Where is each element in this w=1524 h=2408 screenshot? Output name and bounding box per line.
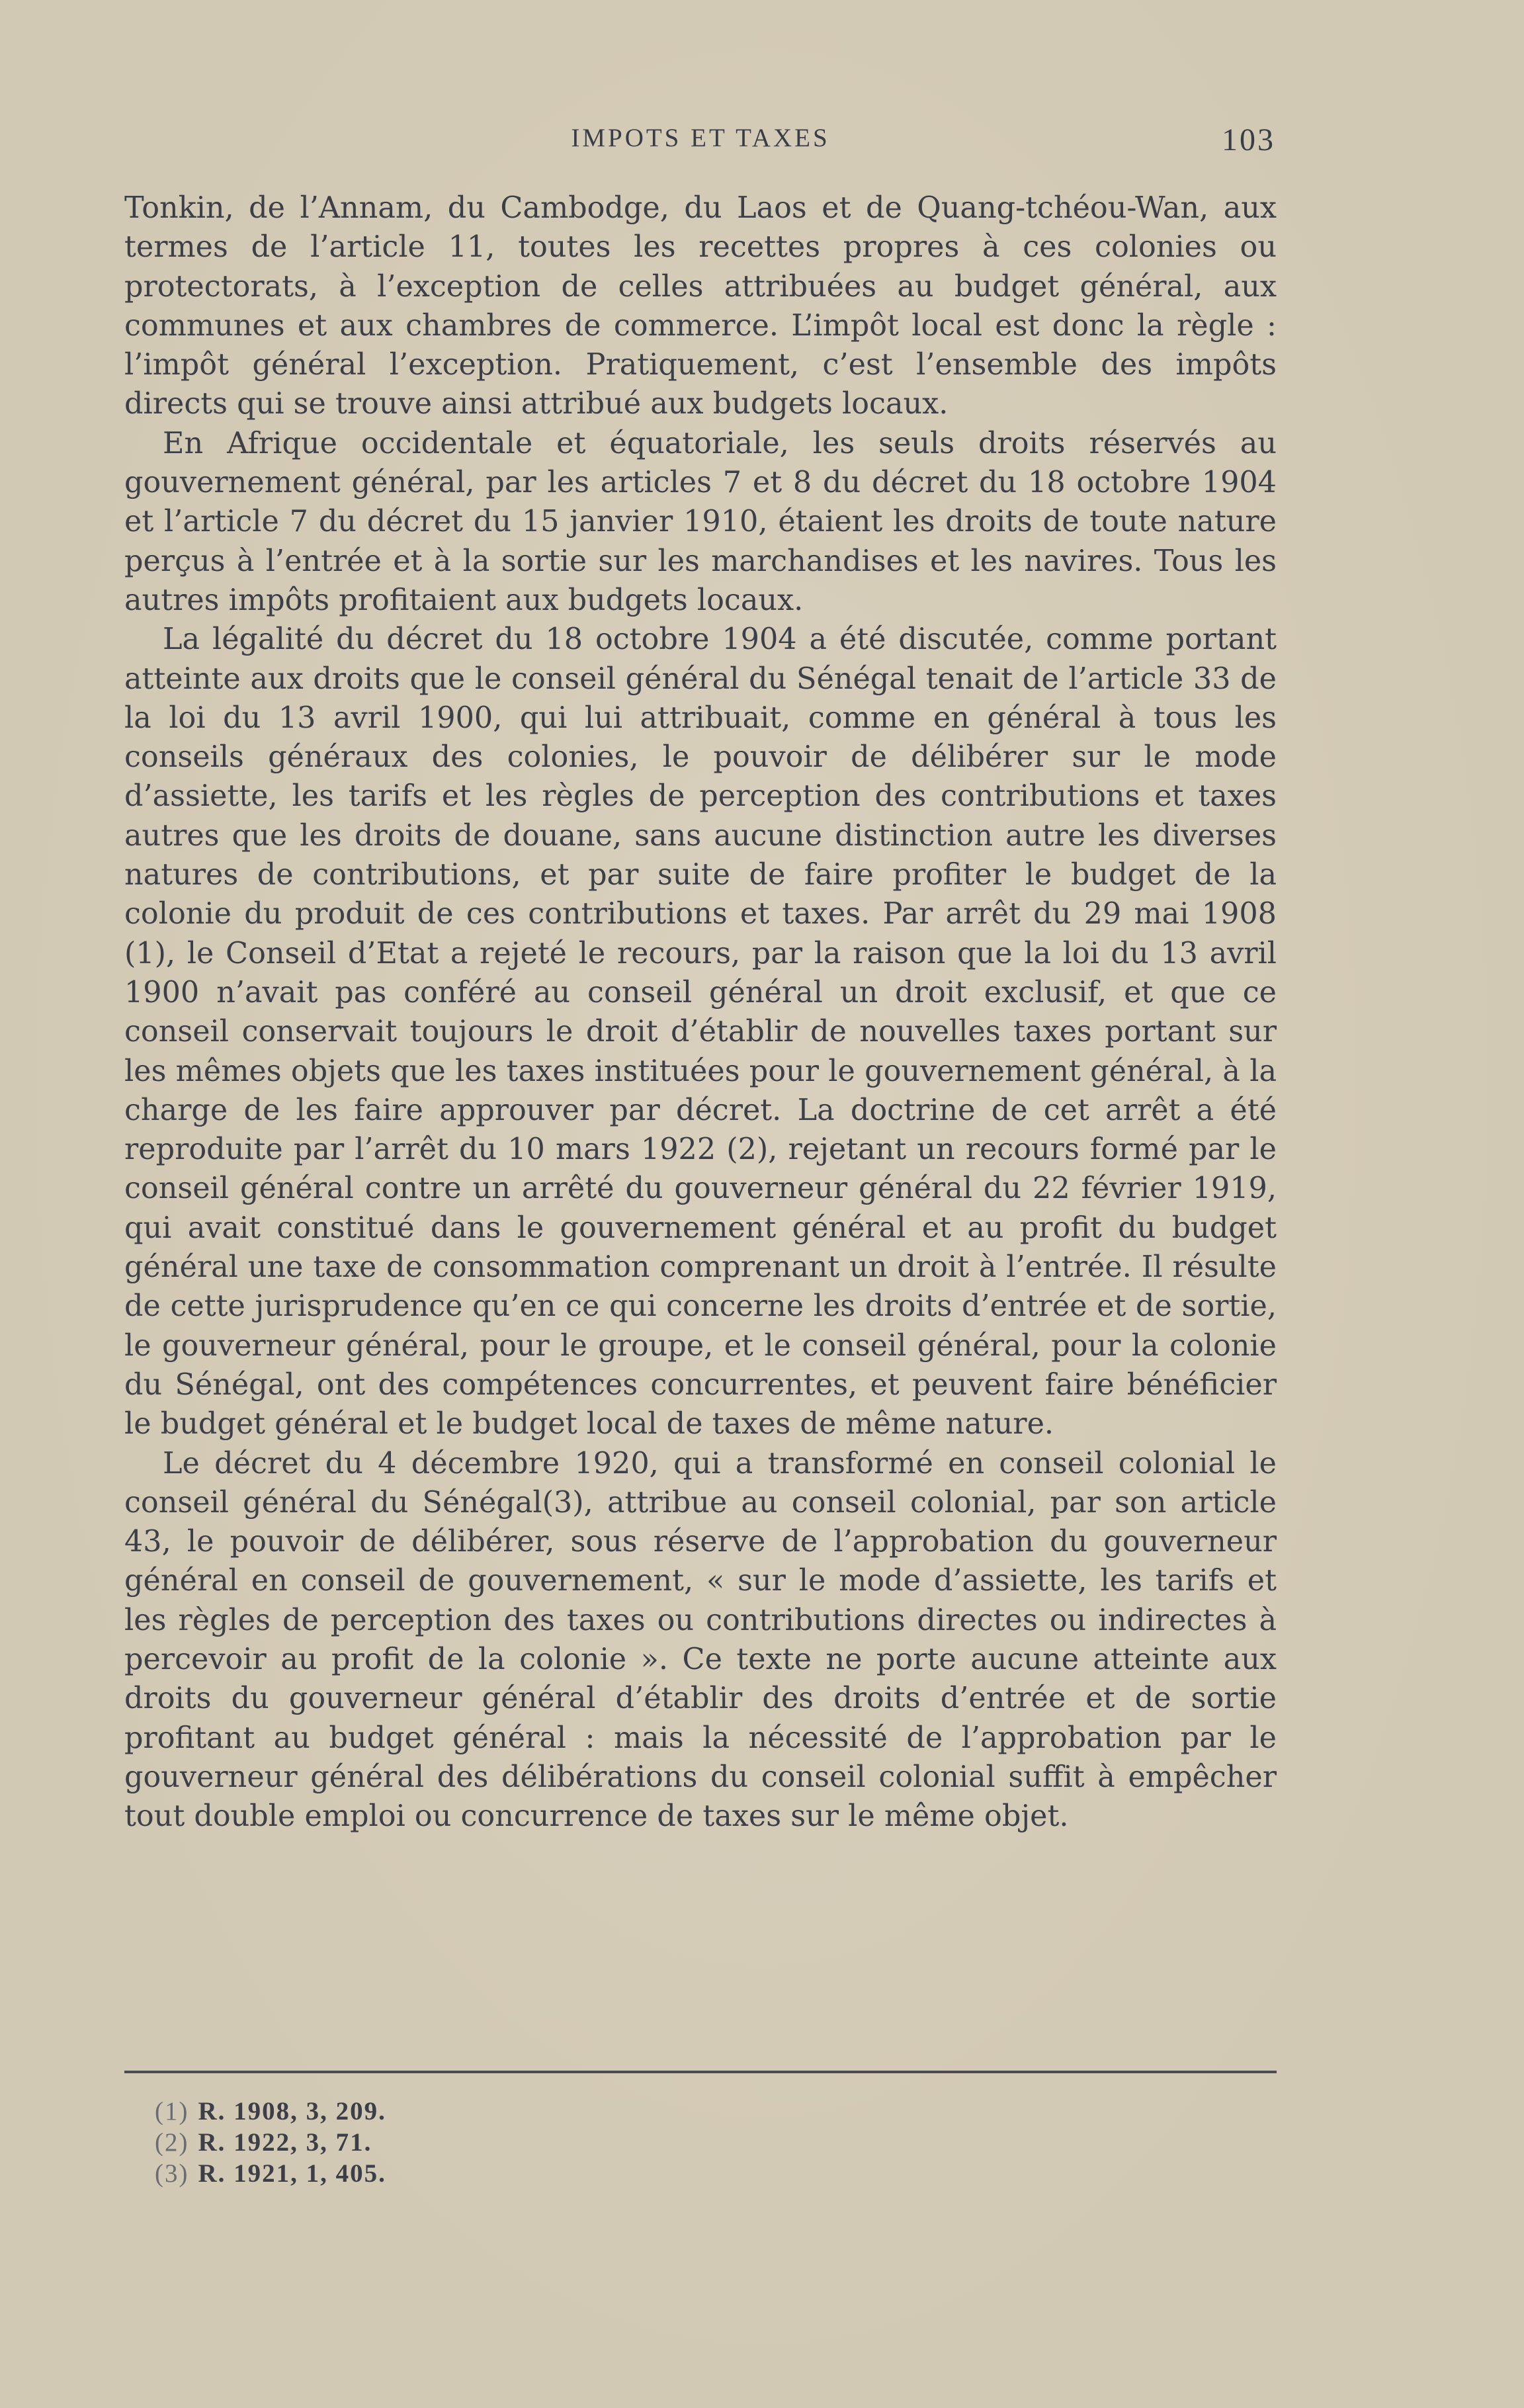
paragraph: Le décret du 4 décembre 1920, qui a transformé en conseil colonial le conseil général du Sénégal(3), attribue au conseil colonial, par son article 43, le pouvoir de délibérer, sous réserve de l’approbation du gouverneur général en conseil de gouvernement, « sur le mode d’assiette, les tarifs et les règles de perception des taxes ou contributions directes ou indirectes à percevoir au profit de la colonie ». Ce texte ne porte aucune atteinte aux droits du gouverneur général d’établir des droits d’entrée et de sortie profitant au budget général : mais la nécessité de l’approbation par le gouverneur général des délibérations du conseil colonial suffit à empêcher tout double emploi ou concurrence de taxes sur le même objet. — [124, 1446, 1277, 1834]
footnote — [155, 2096, 750, 2127]
running-title: IMPOTS ET TAXES — [571, 124, 830, 152]
paragraph: Tonkin, de l’Annam, du Cambodge, du Laos et de Quang-tchéou-Wan, aux termes de l’article 11, toutes les recettes propres à ces colonies ou protectorats, à l’exception de celles attribuées au budget général, aux communes et aux chambres de commerce. L’impôt local est donc la règle : l’impôt général l’exception. Pratiquement, c’est l’ensemble des impôts directs qui se trouve ainsi attribué aux budgets locaux. — [124, 191, 1277, 421]
footnotes — [155, 2096, 750, 2189]
footnote-number: (2) — [155, 2128, 189, 2157]
footnote-reference: R. 1922, 3, 71. — [198, 2128, 372, 2157]
footnote-number: (3) — [155, 2159, 189, 2188]
paragraph: En Afrique occidentale et équatoriale, les seuls droits réservés au gouvernement général, par les articles 7 et 8 du décret du 18 octobre 1904 et l’article 7 du décret du 15 janvier 1910, étaient les droits de toute nature perçus à l’entrée et à la sortie sur les marchandises et les navires. Tous les autres impôts profitaient aux budgets locaux. — [124, 426, 1277, 617]
body-text — [124, 189, 1277, 1836]
footnote-number: (1) — [155, 2097, 189, 2126]
footnote-reference: R. 1908, 3, 209. — [198, 2097, 386, 2126]
page-header — [124, 116, 1277, 163]
footnote — [155, 2158, 750, 2189]
footnote — [155, 2127, 750, 2158]
footnote-reference: R. 1921, 1, 405. — [198, 2159, 386, 2188]
page-number: 103 — [1222, 122, 1275, 157]
footnote-separator — [124, 2071, 1277, 2073]
paragraph: La légalité du décret du 18 octobre 1904 a été discutée, comme portant atteinte aux droits que le conseil général du Sénégal tenait de l’article 33 de la loi du 13 avril 1900, qui lui attribuait, comme en général à tous les conseils généraux des colonies, le pouvoir de délibérer sur le mode d’assiette, les tarifs et les règles de perception des contributions et taxes autres que les droits de douane, sans aucune distinction autre les diverses natures de contributions, et par suite de faire profiter le budget de la colonie du produit de ces contributions et taxes. Par arrêt du 29 mai 1908 (1), le Conseil d’Etat a rejeté le recours, par la raison que la loi du 13 avril 1900 n’avait pas conféré au conseil général un droit exclusif, et que ce conseil conservait toujours le droit d’établir de nouvelles taxes portant sur les mêmes objets que les taxes instituées pour le gouvernement général, à la charge de les faire approuver par décret. La doctrine de cet arrêt a été reproduite par l’arrêt du 10 mars 1922 (2), rejetant un recours formé par le conseil général contre un arrêté du gouverneur général du 22 février 1919, qui avait constitué dans le gouvernement général et au profit du budget général une taxe de consommation comprenant un droit à l’entrée. Il résulte de cette jurisprudence qu’en ce qui concerne les droits d’entrée et de sortie, le gouverneur général, pour le groupe, et le conseil général, pour la colonie du Sénégal, ont des compétences concurrentes, et peuvent faire bénéficier le budget général et le budget local de taxes de même nature. — [124, 623, 1277, 1441]
